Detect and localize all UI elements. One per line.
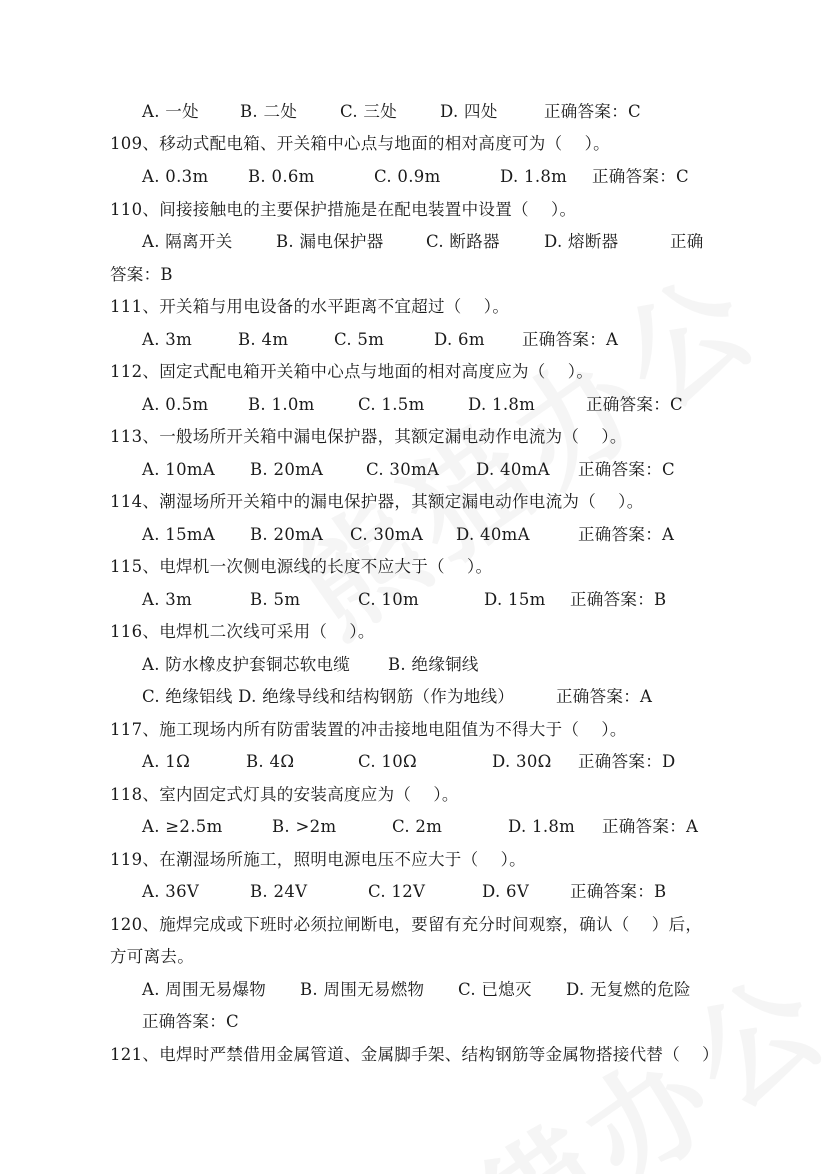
option-a: A. 0.3m [142, 167, 209, 186]
option-b: B. 0.6m [248, 167, 315, 186]
question-118: 118、室内固定式灯具的安装高度应为（ ）。 [110, 785, 459, 804]
option-c: C. 断路器 [426, 232, 500, 251]
answer: 正确答案：C [592, 167, 689, 186]
option-a: A. 周围无易爆物 [142, 980, 267, 999]
option-c: C. 30mA [366, 460, 440, 479]
option-b: B. 24V [250, 882, 308, 901]
option-d: D. 40mA [456, 525, 530, 544]
option-d: D. 无复燃的危险 [566, 980, 691, 999]
option-c: C. 已熄灭 [458, 980, 532, 999]
option-b: B. 20mA [250, 460, 324, 479]
question-120: 120、施焊完成或下班时必须拉闸断电，要留有充分时间观察，确认（ ）后， [110, 915, 703, 934]
option-d: D. 6m [434, 330, 485, 349]
question-119: 119、在潮湿场所施工，照明电源电压不应大于（ ）。 [110, 850, 526, 869]
answer: 正确答案：A [556, 687, 653, 706]
option-a: A. 3m [142, 590, 193, 609]
option-b: B. 4Ω [246, 752, 295, 771]
answer: 正确答案：A [602, 817, 699, 836]
option-cd: C. 绝缘铝线 D. 绝缘导线和结构钢筋（作为地线） [142, 687, 515, 706]
option-d: D. 1.8m [468, 395, 536, 414]
option-c: C. 1.5m [358, 395, 425, 414]
question-115: 115、电焊机一次侧电源线的长度不应大于（ ）。 [110, 557, 493, 576]
option-b: B. 1.0m [248, 395, 315, 414]
answer: 正确答案：B [570, 882, 667, 901]
question-113: 113、一般场所开关箱中漏电保护器，其额定漏电动作电流为（ ）。 [110, 427, 627, 446]
answer: 正确答案：C [578, 460, 675, 479]
answer-110-cont: 答案：B [110, 265, 173, 284]
option-b: B. 漏电保护器 [276, 232, 384, 251]
option-d: D. 熔断器 [544, 232, 619, 251]
answer: 正确答案：B [570, 590, 667, 609]
question-110: 110、间接接触电的主要保护措施是在配电装置中设置（ ）。 [110, 200, 577, 219]
answer: 正确 [670, 232, 704, 251]
option-c: C. 12V [368, 882, 426, 901]
option-d: D. 15m [484, 590, 546, 609]
answer-120: 正确答案：C [142, 1012, 239, 1031]
option-d: D. 40mA [476, 460, 550, 479]
answer: 正确答案：A [578, 525, 675, 544]
question-121: 121、电焊时严禁借用金属管道、金属脚手架、结构钢筋等金属物搭接代替（ ） [110, 1045, 719, 1064]
option-d: D. 6V [482, 882, 530, 901]
option-b: B. 绝缘铜线 [388, 655, 479, 674]
question-109: 109、移动式配电箱、开关箱中心点与地面的相对高度可为（ ）。 [110, 134, 610, 153]
option-a: A. 3m [142, 330, 193, 349]
option-c: C. 三处 [340, 102, 398, 121]
answer: 正确答案：C [586, 395, 683, 414]
question-114: 114、潮湿场所开关箱中的漏电保护器，其额定漏电动作电流为（ ）。 [110, 492, 644, 511]
option-c: C. 2m [392, 817, 443, 836]
option-a: A. 一处 [142, 102, 199, 121]
option-d: D. 1.8m [500, 167, 568, 186]
question-111: 111、开关箱与用电设备的水平距离不宜超过（ ）。 [110, 297, 510, 316]
option-b: B. 20mA [250, 525, 324, 544]
option-b: B. 周围无易燃物 [300, 980, 425, 999]
option-c: C. 10Ω [358, 752, 418, 771]
option-c: C. 30mA [350, 525, 424, 544]
option-d: D. 1.8m [508, 817, 576, 836]
option-d: D. 四处 [440, 102, 498, 121]
option-a: A. 防水橡皮护套铜芯软电缆 [142, 655, 351, 674]
answer: 正确答案：A [522, 330, 619, 349]
question-116: 116、电焊机二次线可采用（ ）。 [110, 622, 375, 641]
option-a: A. 10mA [142, 460, 216, 479]
option-a: A. 隔离开关 [142, 232, 233, 251]
option-a: A. 0.5m [142, 395, 209, 414]
question-112: 112、固定式配电箱开关箱中心点与地面的相对高度应为（ ）。 [110, 362, 594, 381]
answer: 正确答案：C [544, 102, 641, 121]
option-c: C. 5m [334, 330, 385, 349]
option-c: C. 10m [358, 590, 419, 609]
option-b: B. 二处 [240, 102, 298, 121]
option-a: A. 1Ω [142, 752, 191, 771]
question-117: 117、施工现场内所有防雷装置的冲击接地电阻值为不得大于（ ）。 [110, 720, 627, 739]
option-c: C. 0.9m [374, 167, 441, 186]
option-b: B. >2m [272, 817, 337, 836]
option-b: B. 5m [250, 590, 301, 609]
option-a: A. ≥2.5m [142, 817, 223, 836]
option-a: A. 15mA [142, 525, 216, 544]
option-a: A. 36V [142, 882, 200, 901]
answer: 正确答案：D [578, 752, 676, 771]
option-d: D. 30Ω [492, 752, 552, 771]
option-b: B. 4m [238, 330, 289, 349]
question-120-cont: 方可离去。 [110, 947, 194, 966]
